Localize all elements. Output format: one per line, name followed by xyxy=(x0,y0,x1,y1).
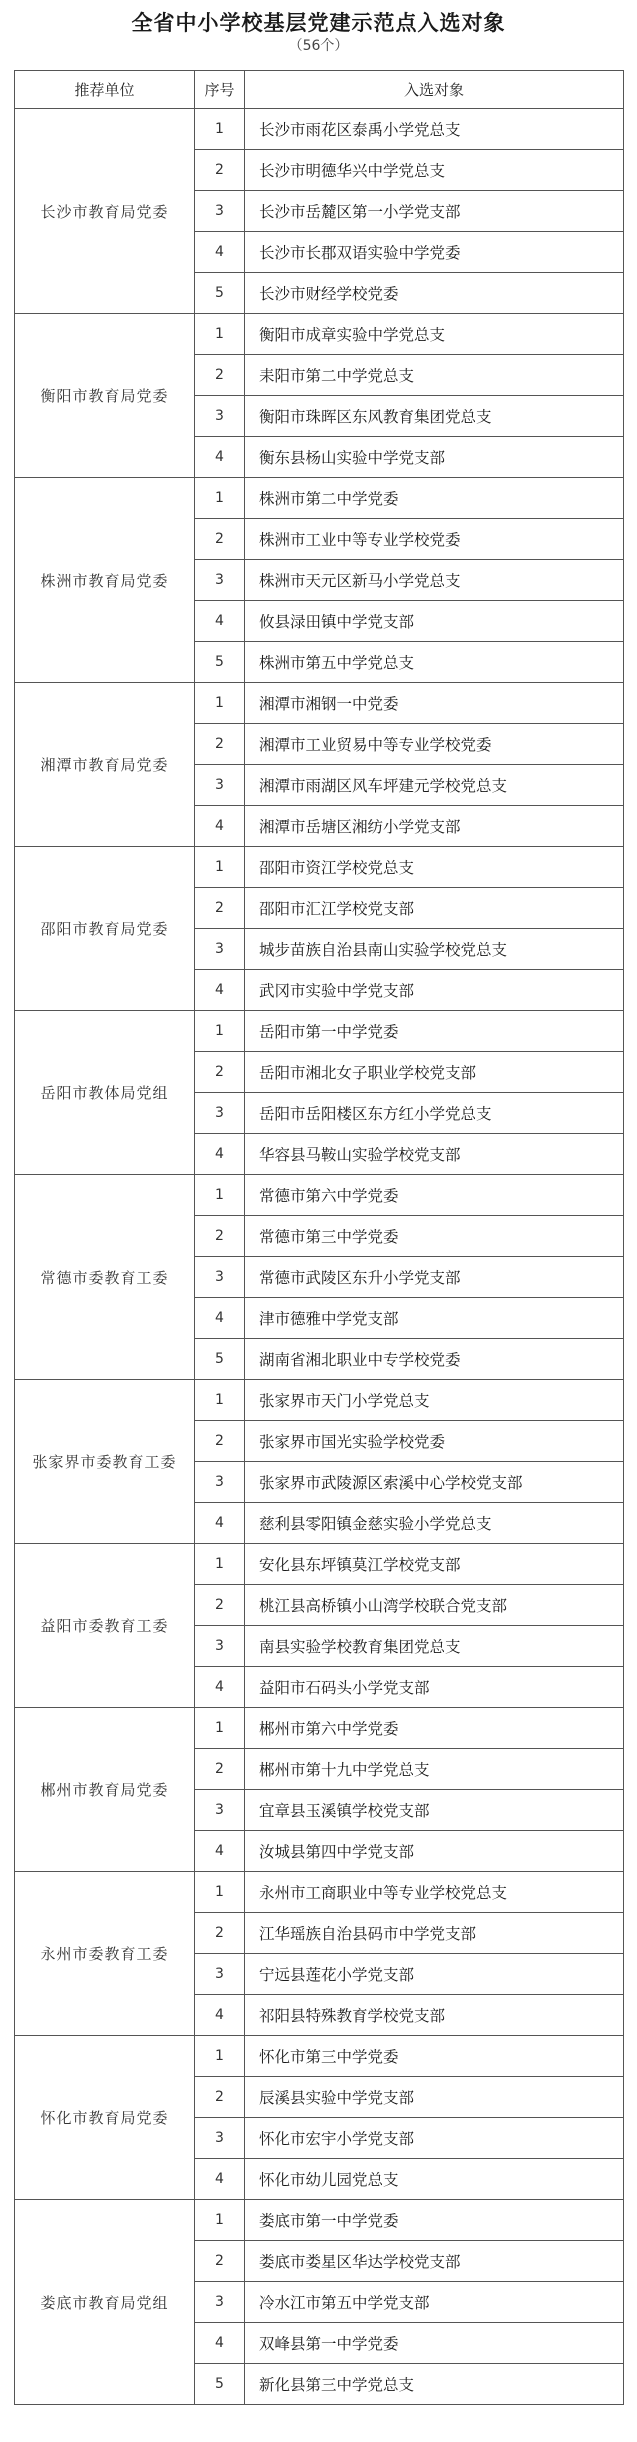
selected-school: 湘潭市湘钢一中党委 xyxy=(245,683,624,724)
row-number: 3 xyxy=(195,191,245,232)
row-number: 3 xyxy=(195,1093,245,1134)
selected-school: 衡阳市珠晖区东风教育集团党总支 xyxy=(245,396,624,437)
row-number: 1 xyxy=(195,1011,245,1052)
row-number: 1 xyxy=(195,1380,245,1421)
recommending-unit: 邵阳市教育局党委 xyxy=(15,847,195,1011)
selected-school: 株洲市天元区新马小学党总支 xyxy=(245,560,624,601)
row-number: 2 xyxy=(195,2077,245,2118)
row-number: 2 xyxy=(195,1216,245,1257)
row-number: 4 xyxy=(195,1134,245,1175)
table-row xyxy=(15,847,624,888)
selected-school: 攸县渌田镇中学党支部 xyxy=(245,601,624,642)
recommending-unit: 娄底市教育局党组 xyxy=(15,2200,195,2405)
selected-school: 常德市第六中学党委 xyxy=(245,1175,624,1216)
header-unit: 推荐单位 xyxy=(15,71,195,109)
selected-school: 怀化市第三中学党委 xyxy=(245,2036,624,2077)
row-number: 2 xyxy=(195,2241,245,2282)
row-number: 3 xyxy=(195,1462,245,1503)
selected-school: 邵阳市资江学校党总支 xyxy=(245,847,624,888)
selected-school: 怀化市宏宇小学党支部 xyxy=(245,2118,624,2159)
page-title: 全省中小学校基层党建示范点入选对象 xyxy=(131,11,506,35)
row-number: 5 xyxy=(195,2364,245,2405)
selected-school: 津市德雅中学党支部 xyxy=(245,1298,624,1339)
row-number: 2 xyxy=(195,1913,245,1954)
row-number: 1 xyxy=(195,1544,245,1585)
header-seq: 序号 xyxy=(195,71,245,109)
row-number: 2 xyxy=(195,888,245,929)
recommending-unit: 湘潭市教育局党委 xyxy=(15,683,195,847)
row-number: 1 xyxy=(195,683,245,724)
row-number: 3 xyxy=(195,1257,245,1298)
row-number: 2 xyxy=(195,355,245,396)
selected-school: 江华瑶族自治县码市中学党支部 xyxy=(245,1913,624,1954)
selected-school: 株洲市工业中等专业学校党委 xyxy=(245,519,624,560)
row-number: 2 xyxy=(195,724,245,765)
row-number: 2 xyxy=(195,519,245,560)
selected-school: 娄底市第一中学党委 xyxy=(245,2200,624,2241)
row-number: 5 xyxy=(195,1339,245,1380)
row-number: 4 xyxy=(195,1831,245,1872)
selected-school: 永州市工商职业中等专业学校党总支 xyxy=(245,1872,624,1913)
selected-school: 衡东县杨山实验中学党支部 xyxy=(245,437,624,478)
row-number: 3 xyxy=(195,396,245,437)
selected-school: 湘潭市工业贸易中等专业学校党委 xyxy=(245,724,624,765)
row-number: 2 xyxy=(195,1749,245,1790)
row-number: 3 xyxy=(195,1954,245,1995)
table-row xyxy=(15,1011,624,1052)
row-number: 1 xyxy=(195,1872,245,1913)
row-number: 1 xyxy=(195,478,245,519)
selected-school: 双峰县第一中学党委 xyxy=(245,2323,624,2364)
selected-school: 耒阳市第二中学党总支 xyxy=(245,355,624,396)
row-number: 3 xyxy=(195,929,245,970)
recommending-unit: 长沙市教育局党委 xyxy=(15,109,195,314)
selected-school: 长沙市明德华兴中学党总支 xyxy=(245,150,624,191)
recommending-unit: 衡阳市教育局党委 xyxy=(15,314,195,478)
selected-school: 娄底市娄星区华达学校党支部 xyxy=(245,2241,624,2282)
selected-school: 城步苗族自治县南山实验学校党总支 xyxy=(245,929,624,970)
selected-school: 长沙市雨花区泰禹小学党总支 xyxy=(245,109,624,150)
selected-school: 安化县东坪镇莫江学校党支部 xyxy=(245,1544,624,1585)
row-number: 4 xyxy=(195,2323,245,2364)
selected-school: 宁远县莲花小学党支部 xyxy=(245,1954,624,1995)
selected-school: 湘潭市岳塘区湘纺小学党支部 xyxy=(245,806,624,847)
row-number: 1 xyxy=(195,109,245,150)
recommending-unit: 郴州市教育局党委 xyxy=(15,1708,195,1872)
row-number: 1 xyxy=(195,847,245,888)
row-number: 4 xyxy=(195,1995,245,2036)
row-number: 1 xyxy=(195,1708,245,1749)
table-row xyxy=(15,1380,624,1421)
table-row xyxy=(15,1708,624,1749)
table-row xyxy=(15,2200,624,2241)
recommending-unit: 怀化市教育局党委 xyxy=(15,2036,195,2200)
row-number: 4 xyxy=(195,2159,245,2200)
selected-school: 株洲市第二中学党委 xyxy=(245,478,624,519)
table-row xyxy=(15,314,624,355)
selected-school: 冷水江市第五中学党支部 xyxy=(245,2282,624,2323)
selected-school: 南县实验学校教育集团党总支 xyxy=(245,1626,624,1667)
selected-school: 岳阳市岳阳楼区东方红小学党总支 xyxy=(245,1093,624,1134)
row-number: 2 xyxy=(195,1585,245,1626)
selected-school: 张家界市天门小学党总支 xyxy=(245,1380,624,1421)
row-number: 1 xyxy=(195,2036,245,2077)
row-number: 1 xyxy=(195,314,245,355)
selected-school: 郴州市第十九中学党总支 xyxy=(245,1749,624,1790)
selected-school: 怀化市幼儿园党总支 xyxy=(245,2159,624,2200)
row-number: 4 xyxy=(195,1667,245,1708)
selected-school: 湖南省湘北职业中专学校党委 xyxy=(245,1339,624,1380)
row-number: 3 xyxy=(195,2118,245,2159)
table-row xyxy=(15,683,624,724)
selected-school: 常德市第三中学党委 xyxy=(245,1216,624,1257)
table-row xyxy=(15,1872,624,1913)
row-number: 3 xyxy=(195,560,245,601)
selected-school: 长沙市长郡双语实验中学党委 xyxy=(245,232,624,273)
row-number: 4 xyxy=(195,806,245,847)
recommending-unit: 株洲市教育局党委 xyxy=(15,478,195,683)
row-number: 1 xyxy=(195,2200,245,2241)
row-number: 4 xyxy=(195,601,245,642)
table-row xyxy=(15,109,624,150)
row-number: 2 xyxy=(195,1421,245,1462)
selected-school: 祁阳县特殊教育学校党支部 xyxy=(245,1995,624,2036)
selected-school: 邵阳市汇江学校党支部 xyxy=(245,888,624,929)
row-number: 4 xyxy=(195,232,245,273)
recommending-unit: 益阳市委教育工委 xyxy=(15,1544,195,1708)
recommending-unit: 岳阳市教体局党组 xyxy=(15,1011,195,1175)
recommending-unit: 永州市委教育工委 xyxy=(15,1872,195,2036)
recommending-unit: 常德市委教育工委 xyxy=(15,1175,195,1380)
selected-school: 衡阳市成章实验中学党总支 xyxy=(245,314,624,355)
table-row xyxy=(15,1175,624,1216)
row-number: 3 xyxy=(195,1790,245,1831)
row-number: 2 xyxy=(195,1052,245,1093)
selected-school: 宜章县玉溪镇学校党支部 xyxy=(245,1790,624,1831)
selected-school: 长沙市财经学校党委 xyxy=(245,273,624,314)
selected-school: 株洲市第五中学党总支 xyxy=(245,642,624,683)
row-number: 5 xyxy=(195,642,245,683)
table-row xyxy=(15,478,624,519)
selected-school: 张家界市国光实验学校党委 xyxy=(245,1421,624,1462)
selected-school: 益阳市石码头小学党支部 xyxy=(245,1667,624,1708)
row-number: 4 xyxy=(195,970,245,1011)
selected-school: 湘潭市雨湖区风车坪建元学校党总支 xyxy=(245,765,624,806)
recommending-unit: 张家界市委教育工委 xyxy=(15,1380,195,1544)
row-number: 4 xyxy=(195,437,245,478)
selected-school: 张家界市武陵源区索溪中心学校党支部 xyxy=(245,1462,624,1503)
table-row xyxy=(15,1544,624,1585)
selected-school: 武冈市实验中学党支部 xyxy=(245,970,624,1011)
row-number: 4 xyxy=(195,1503,245,1544)
selected-school: 桃江县高桥镇小山湾学校联合党支部 xyxy=(245,1585,624,1626)
selected-school: 长沙市岳麓区第一小学党支部 xyxy=(245,191,624,232)
table-body xyxy=(15,109,624,2405)
page-subtitle: （56个） xyxy=(288,38,349,54)
row-number: 3 xyxy=(195,2282,245,2323)
selected-school: 新化县第三中学党总支 xyxy=(245,2364,624,2405)
row-number: 3 xyxy=(195,1626,245,1667)
selected-school: 辰溪县实验中学党支部 xyxy=(245,2077,624,2118)
header-name: 入选对象 xyxy=(245,71,624,109)
selected-school: 郴州市第六中学党委 xyxy=(245,1708,624,1749)
row-number: 1 xyxy=(195,1175,245,1216)
table-header-row xyxy=(15,71,624,109)
selected-school: 岳阳市湘北女子职业学校党支部 xyxy=(245,1052,624,1093)
selected-school: 慈利县零阳镇金慈实验小学党总支 xyxy=(245,1503,624,1544)
row-number: 5 xyxy=(195,273,245,314)
row-number: 4 xyxy=(195,1298,245,1339)
selection-table xyxy=(14,70,624,2405)
selected-school: 岳阳市第一中学党委 xyxy=(245,1011,624,1052)
selected-school: 汝城县第四中学党支部 xyxy=(245,1831,624,1872)
table-row xyxy=(15,2036,624,2077)
selected-school: 常德市武陵区东升小学党支部 xyxy=(245,1257,624,1298)
row-number: 2 xyxy=(195,150,245,191)
selected-school: 华容县马鞍山实验学校党支部 xyxy=(245,1134,624,1175)
row-number: 3 xyxy=(195,765,245,806)
